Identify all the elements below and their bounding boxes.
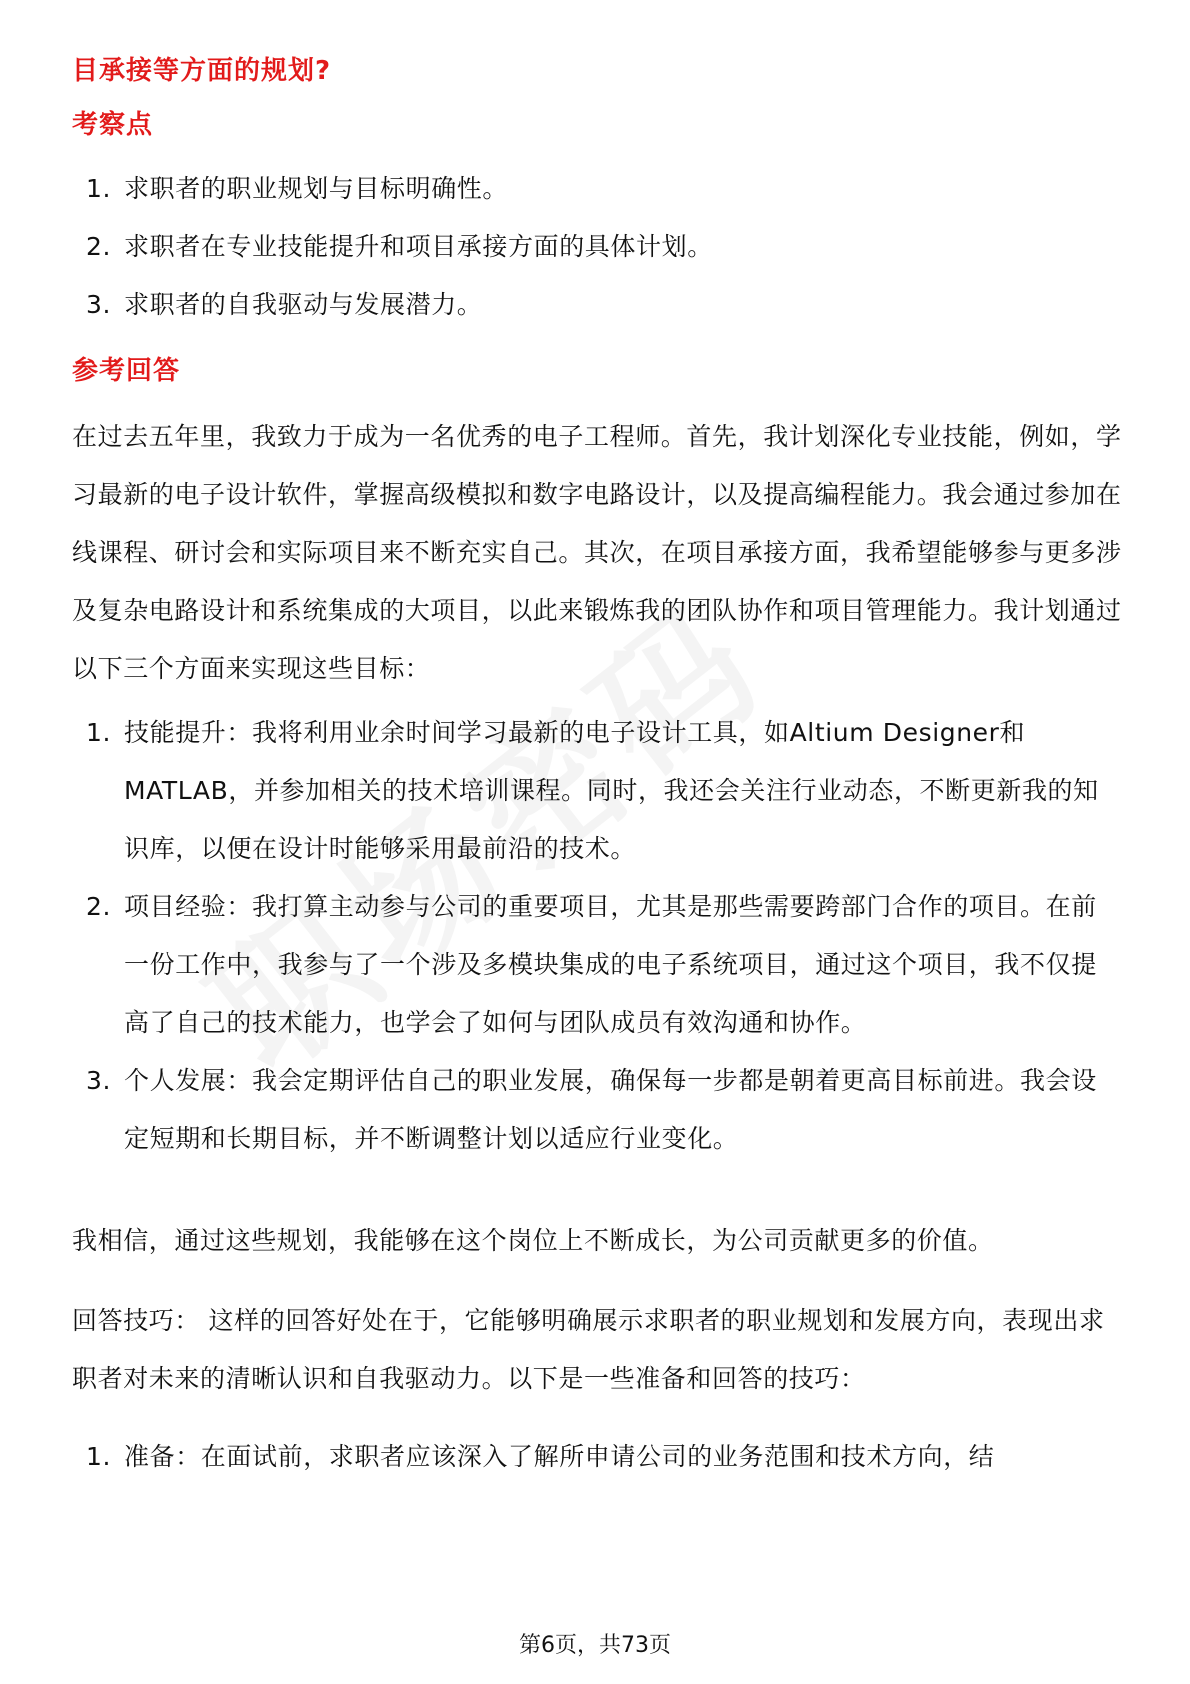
list-item xyxy=(72,218,1122,276)
points-list xyxy=(72,160,1122,334)
list-item-text: 个人发展：我会定期评估自己的职业发展，确保每一步都是朝着更高目标前进。我会设定短期和长期目标，并不断调整计划以适应行业变化。 xyxy=(124,1066,1097,1153)
list-item-text: 准备：在面试前，求职者应该深入了解所申请公司的业务范围和技术方向，结 xyxy=(124,1442,995,1471)
list-item-text: 技能提升：我将利用业余时间学习最新的电子设计工具，如Altium Designer和MATLAB，并参加相关的技术培训课程。同时，我还会关注行业动态，不断更新我的知识库，以便在设计时能够采用最前沿的技术。 xyxy=(124,718,1099,863)
list-number: 2. xyxy=(86,232,112,261)
points-section-title: 考察点 xyxy=(72,110,154,140)
list-number: 2. xyxy=(86,892,112,921)
list-item-text: 求职者的职业规划与目标明确性。 xyxy=(124,174,509,203)
list-number: 1. xyxy=(86,174,112,203)
list-item xyxy=(72,276,1122,334)
list-number: 1. xyxy=(86,718,112,747)
tips-intro-paragraph: 回答技巧： 这样的回答好处在于，它能够明确展示求职者的职业规划和发展方向，表现出求职者对未来的清晰认识和自我驱动力。以下是一些准备和回答的技巧： xyxy=(72,1306,1105,1393)
list-number: 3. xyxy=(86,290,112,319)
list-number: 3. xyxy=(86,1066,112,1095)
list-item xyxy=(72,160,1122,218)
list-number: 1. xyxy=(86,1442,112,1471)
list-item-text: 求职者在专业技能提升和项目承接方面的具体计划。 xyxy=(124,232,713,261)
answer-list xyxy=(72,704,1122,1168)
list-item xyxy=(72,1428,1122,1486)
answer-conclusion-paragraph: 我相信，通过这些规划，我能够在这个岗位上不断成长，为公司贡献更多的价值。 xyxy=(72,1226,994,1255)
page-footer: 第6页，共73页 xyxy=(519,1633,671,1658)
list-item-text: 求职者的自我驱动与发展潜力。 xyxy=(124,290,483,319)
tips-list xyxy=(72,1428,1122,1486)
list-item xyxy=(72,878,1122,1052)
answer-section-title: 参考回答 xyxy=(72,356,181,386)
question-heading-tail: 目承接等方面的规划? xyxy=(72,56,332,86)
list-item xyxy=(72,704,1122,878)
list-item xyxy=(72,1052,1122,1168)
list-item-text: 项目经验：我打算主动参与公司的重要项目，尤其是那些需要跨部门合作的项目。在前一份工作中，我参与了一个涉及多模块集成的电子系统项目，通过这个项目，我不仅提高了自己的技术能力，也学会了如何与团队成员有效沟通和协作。 xyxy=(124,892,1097,1037)
answer-intro-paragraph: 在过去五年里，我致力于成为一名优秀的电子工程师。首先，我计划深化专业技能，例如，学习最新的电子设计软件，掌握高级模拟和数字电路设计，以及提高编程能力。我会通过参加在线课程、研讨会和实际项目来不断充实自己。其次，在项目承接方面，我希望能够参与更多涉及复杂电路设计和系统集成的大项目，以此来锻炼我的团队协作和项目管理能力。我计划通过以下三个方面来实现这些目标： xyxy=(72,422,1122,683)
